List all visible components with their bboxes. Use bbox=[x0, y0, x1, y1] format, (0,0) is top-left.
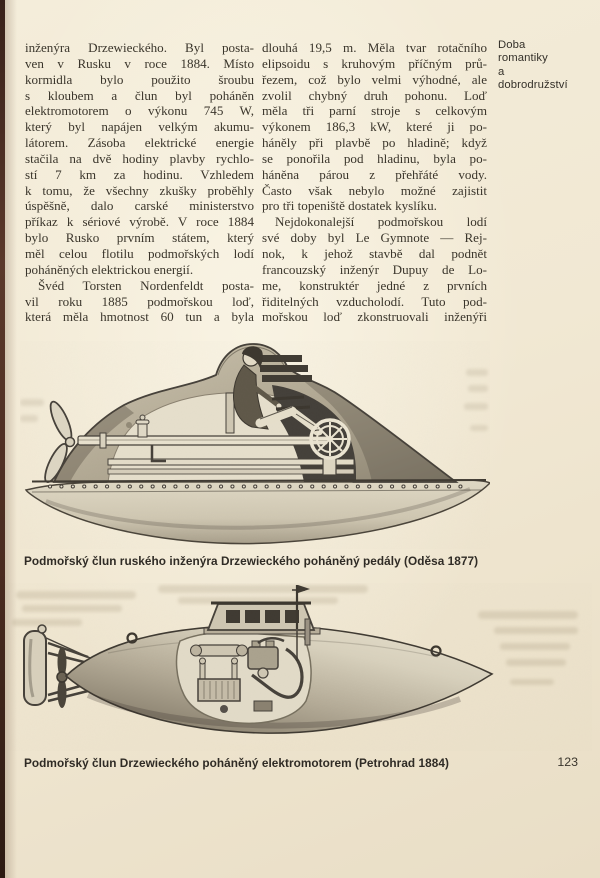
text-line: elipsoidu s kruhovým příčným prů- bbox=[262, 55, 487, 71]
text-line: me, konstruktér jedné z prvních bbox=[262, 277, 487, 293]
text-line: kormidla bylo použito šroubu bbox=[25, 71, 254, 87]
text-line: příkaz k sériové výrobě. V roce 1884 bbox=[25, 214, 254, 230]
text-line: Často však nebylo možné zajistit bbox=[262, 182, 487, 198]
text-line: zvolil chybný druh pohonu. Loď bbox=[262, 87, 487, 103]
text-line: se ponořila pod hladinu, byla po- bbox=[262, 150, 487, 166]
text-line: ven v Rusku v roce 1884. Místo bbox=[25, 55, 254, 71]
text-line: který byl napájen velkým akumu- bbox=[25, 119, 254, 135]
text-line: řezem, což bylo velmi výhodné, ale bbox=[262, 71, 487, 87]
figure-electric-submarine bbox=[8, 583, 592, 751]
text-line: inženýra Drzewieckého. Byl posta- bbox=[25, 40, 254, 55]
print-grain bbox=[8, 583, 592, 751]
text-line: poháněných elektrickou energií. bbox=[25, 261, 194, 277]
text-line: Nejdokonalejší podmořskou lodí bbox=[275, 214, 487, 230]
text-line: nok, k jehož stavbě dal podnět bbox=[262, 245, 487, 261]
margin-note-line: dobrodružství bbox=[498, 79, 568, 92]
text-column-left bbox=[25, 40, 254, 325]
text-line: měl celou flotilu podmořských lodí bbox=[25, 245, 254, 261]
text-line: háněna párou z přehřáté vody. bbox=[262, 166, 487, 182]
figure-pedal-submarine bbox=[20, 341, 490, 549]
text-line: úspěšně, dalo carské ministerstvo bbox=[25, 198, 254, 214]
figure2-caption: Podmořský člun Drzewieckého poháněný elektromotorem (Petrohrad 1884) bbox=[24, 756, 449, 770]
text-line: s kloubem a člun byl poháněn bbox=[25, 87, 254, 103]
text-line: k tomu, že všechny zkušky proběhly bbox=[25, 182, 254, 198]
text-line: vil roku 1885 podmořskou loď, bbox=[25, 293, 254, 309]
text-line: své doby byl Le Gymnote — Rej- bbox=[262, 230, 487, 246]
print-grain bbox=[20, 341, 490, 549]
figure1-caption: Podmořský člun ruského inženýra Drzewieckého poháněný pedály (Oděsa 1877) bbox=[24, 554, 479, 568]
text-line: háněly při plavbě po hladině; když bbox=[262, 135, 487, 151]
page-number: 123 bbox=[557, 755, 578, 769]
text-line: francouzský inženýr Dupuy de Lo- bbox=[262, 261, 487, 277]
text-line: stí 7 km za hodinu. Vzhledem bbox=[25, 166, 254, 182]
text-line: látorem. Zásoba elektrické energie bbox=[25, 135, 254, 151]
text-line: Švéd Torsten Nordenfeldt posta- bbox=[38, 277, 254, 293]
margin-note-line: romantiky bbox=[498, 52, 548, 65]
text-line: pro tři topeniště dostatek kyslíku. bbox=[262, 198, 437, 214]
fig1-illustration bbox=[20, 341, 490, 549]
margin-note-line: a bbox=[498, 65, 505, 78]
text-line: měla tři parní stroje s celkovým bbox=[262, 103, 487, 119]
text-line: elektromotorem o výkonu 745 W, bbox=[25, 103, 254, 119]
margin-note bbox=[498, 39, 594, 93]
text-column-right bbox=[262, 40, 487, 325]
text-line: mořskou loď zkonstruovali inženýři bbox=[262, 309, 487, 325]
text-line: řiditelných vzducholodí. Tuto pod- bbox=[262, 293, 487, 309]
text-line: dlouhá 19,5 m. Měla tvar rotačního bbox=[262, 40, 487, 55]
text-line: stačila na dvě hodiny plavby rychlo- bbox=[25, 150, 254, 166]
fig2-illustration bbox=[8, 583, 592, 751]
margin-note-line: Doba bbox=[498, 39, 526, 51]
text-line: která měla hmotnost 60 tun a byla bbox=[25, 309, 254, 325]
text-line: bylo Rusko prvním státem, který bbox=[25, 230, 254, 246]
text-line: výkonem 186,3 kW, které ji po- bbox=[262, 119, 487, 135]
